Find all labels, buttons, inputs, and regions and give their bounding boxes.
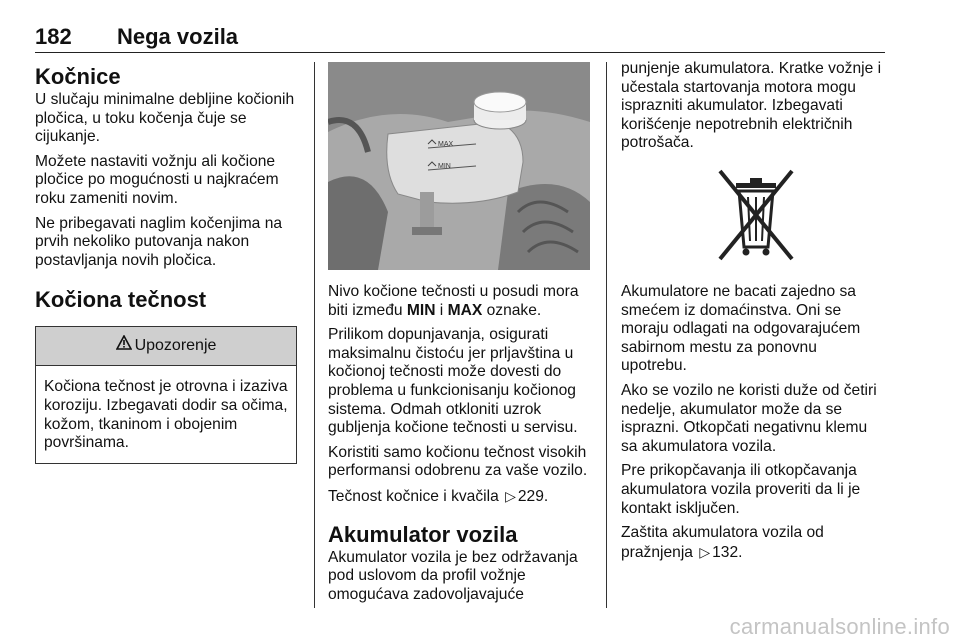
page-reference-link[interactable]: 229. [517, 487, 549, 505]
warning-triangle-icon [116, 327, 132, 365]
max-mark-label: MAX [438, 141, 454, 148]
max-label: MAX [447, 301, 483, 319]
page-number: 182 [35, 24, 72, 49]
section-heading-brakes: Kočnice [35, 64, 121, 89]
arrow-reference-icon: ▷ [699, 543, 711, 560]
paragraph: Koristiti samo kočionu tečnost visokih performansi odobrenu za vaše vozilo. [328, 443, 588, 480]
paragraph: Akumulator vozila je bez održavanja pod uslovom da profil vožnje omogućava zadovoljavajuće [328, 548, 578, 603]
column-middle [328, 60, 590, 610]
watermark: carmanualsonline.info [729, 614, 950, 639]
warning-title: Upozorenje [134, 337, 217, 355]
paragraph-with-reference: Tečnost kočnice i kvačila ▷ 229. [328, 487, 549, 505]
paragraph: U slučaju minimalne debljine kočionih pločica, u toku kočenja čuje se cijukanje. [35, 91, 295, 146]
paragraph: Akumulatore ne bacati zajedno sa smećem iz domaćinstva. Oni se moraju odlagati na odgovarajućem sabirnom mestu za ponovnu upotrebu. [621, 282, 861, 375]
column-right [621, 60, 887, 568]
paragraph-with-reference: Zaštita akumulatora vozila od pražnjenja ▷ 132. [621, 524, 824, 561]
crossed-out-bin-icon [706, 165, 806, 265]
page-reference-link[interactable]: 132. [712, 543, 743, 561]
brake-fluid-reservoir-photo [328, 62, 590, 270]
paragraph: Nivo kočione tečnosti u posudi mora biti između MIN i MAX oznake. [328, 283, 579, 319]
paragraph: Možete nastaviti vožnju ali kočione pločice po mogućnosti u najkraćem roku zameniti novim. [35, 152, 279, 207]
paragraph: Ne pribegavati naglim kočenjima na prvih nekoliko putovanja nakon postavljanja novih pločica. [35, 214, 283, 269]
column-divider [314, 62, 315, 608]
paragraph: punjenje akumulatora. Kratke vožnje i učestala startovanja motora mogu isprazniti akumulator. Izbegavati korišćenje nepotrebnih električnih potrošača. [621, 60, 882, 152]
section-heading-battery: Akumulator vozila [328, 521, 518, 547]
page-title: Nega vozila [117, 24, 239, 49]
column-divider [606, 62, 607, 608]
paragraph: Prilikom dopunjavanja, osigurati maksimalnu čistoću jer prljavština u kočionoj tečnosti može dovesti do problema u funkcionisanju kočionog sistema. Odmah otkloniti uzrok gubljenja kočione tečnosti u servisu. [328, 326, 578, 437]
min-mark-label: MIN [438, 163, 451, 170]
warning-box [35, 326, 297, 463]
arrow-reference-icon: ▷ [505, 487, 516, 504]
warning-text: Kočiona tečnost je otrovna i izaziva koroziju. Izbegavati dodir sa očima, kožom, tkaninom i obojenim površinama. [44, 378, 288, 452]
warning-header [36, 327, 296, 366]
section-heading-brake-fluid: Kočiona tečnost [35, 287, 207, 313]
min-label: MIN [406, 301, 436, 319]
column-left [35, 60, 301, 464]
paragraph: Ako se vozilo ne koristi duže od četiri nedelje, akumulator može da se isprazni. Otkopčati negativnu klemu sa akumulatora vozila. [621, 381, 877, 455]
page-header [35, 22, 885, 53]
paragraph: Pre prikopčavanja ili otkopčavanja akumulatora vozila proveriti da li je kontakt isključen. [621, 462, 861, 517]
